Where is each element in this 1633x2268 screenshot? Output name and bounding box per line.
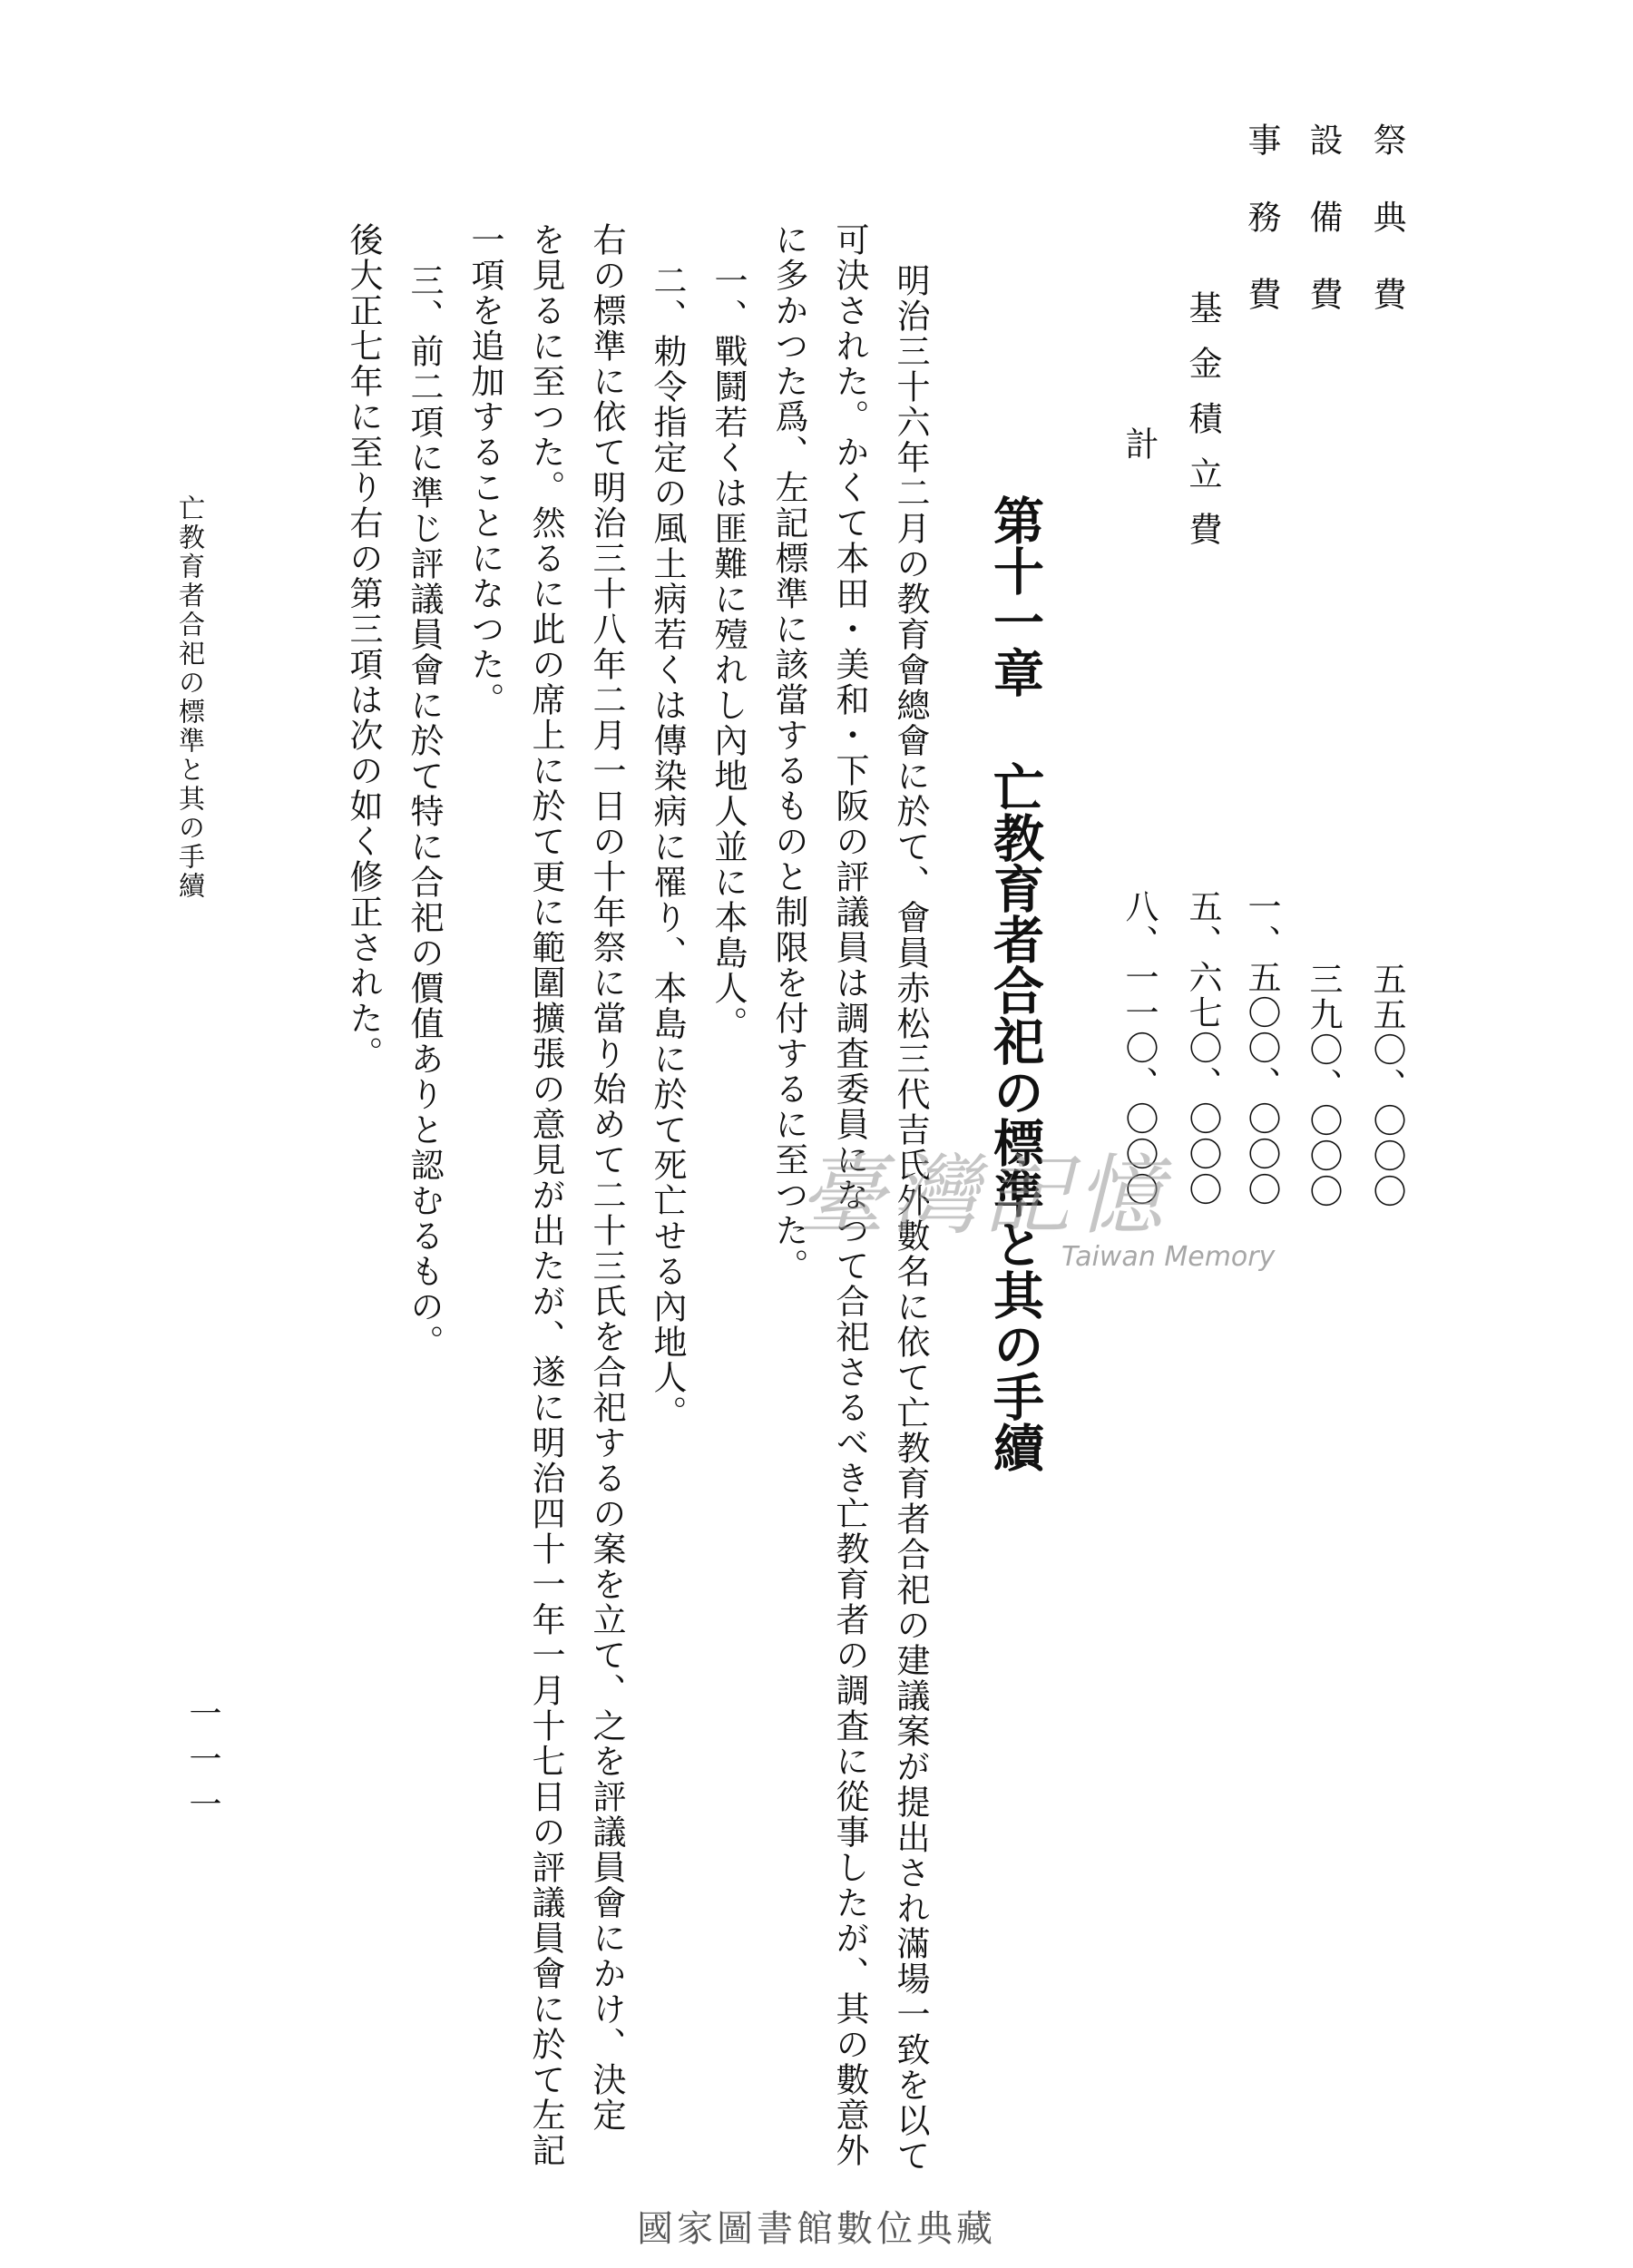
budget-label-saiten: 祭典費 — [1367, 122, 1406, 354]
paragraph-2-line-2: を見るに至つた。然るに此の席上に於て更に範圍擴張の意見が出たが、遂に明治四十一年一月十七日の評議員會に於て左記 — [526, 222, 565, 2168]
paragraph-1-line-3: に多かつた爲、左記標準に該當するものと制限を付するに至つた。 — [769, 222, 808, 1284]
paragraph-1-line-1: 明治三十六年二月の教育會總會に於て、會員赤松三代吉氏外數名に依て亡教育者合祀の建議案が提出され滿場一致を以て — [891, 263, 930, 2174]
chapter-title: 亡教育者合祀の標準と其の手續 — [985, 761, 1044, 1472]
paragraph-3-line-1: 後大正七年に至り右の第三項は次の如く修正された。 — [344, 222, 383, 1071]
paragraph-2-line-1: 右の標準に依て明治三十八年二月一日の十年祭に當り始めて二十三氏を合祀するの案を立て、之を評議員會にかけ、決定 — [587, 222, 626, 2133]
running-head: 亡教育者合祀の標準と其の手續 — [175, 494, 206, 901]
chapter-heading — [985, 494, 1044, 1472]
criterion-item-2: 二、勅令指定の風土病若くは傳染病に罹り、本島に於て死亡せる內地人。 — [648, 263, 687, 1431]
criterion-item-1: 一、戰鬪若くは匪難に殪れし內地人並に本島人。 — [709, 263, 748, 1041]
budget-amount-jimu: 一、五〇〇、〇〇〇 — [1242, 889, 1281, 1207]
library-footer: 國家圖書館數位典藏 — [637, 2208, 996, 2250]
watermark-script: 臺灣記憶 — [798, 1145, 1169, 1246]
page-number: 一一一 — [184, 1696, 221, 1833]
paragraph-1-line-2: 可決された。かくて本田・美和・下阪の評議員は調査委員になつて合祀さるべき亡教育者の調査に從事したが、其の數意外 — [830, 222, 869, 2168]
budget-label-setsubi: 設備費 — [1304, 122, 1343, 354]
budget-label-kikin: 基金積立費 — [1183, 290, 1222, 567]
budget-amount-total: 八、一一〇、〇〇〇 — [1120, 889, 1159, 1207]
budget-amount-kikin: 五、六七〇、〇〇〇 — [1183, 889, 1222, 1207]
paragraph-2-line-3: 一項を追加することになつた。 — [465, 222, 504, 718]
budget-amount-saiten: 五五〇、〇〇〇 — [1367, 962, 1406, 1209]
watermark-english: Taiwan Memory — [1061, 1241, 1276, 1273]
criterion-item-3: 三、前二項に準じ評議員會に於て特に合祀の價值ありと認むるもの。 — [405, 263, 444, 1360]
chapter-number: 第十一章 — [985, 494, 1044, 698]
budget-amount-setsubi: 三九〇、〇〇〇 — [1304, 962, 1343, 1209]
budget-label-total: 計 — [1120, 426, 1159, 462]
budget-label-jimu: 事務費 — [1242, 122, 1281, 354]
